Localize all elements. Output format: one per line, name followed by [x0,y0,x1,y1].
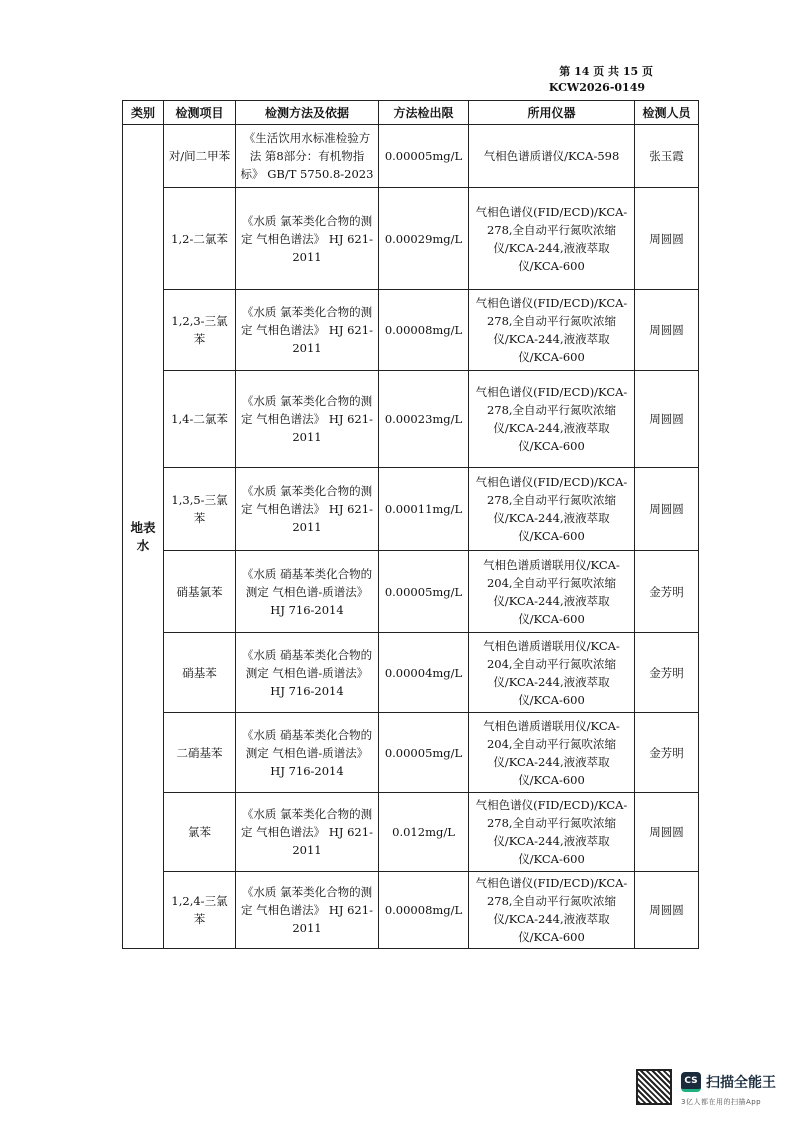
method-cell: 《水质 硝基苯类化合物的测定 气相色谱-质谱法》 HJ 716-2014 [236,633,379,713]
instrument-cell: 气相色谱仪(FID/ECD)/KCA-278,全自动平行氮吹浓缩仪/KCA-244,液液萃取仪/KCA-600 [469,793,635,872]
instrument-cell: 气相色谱质谱联用仪/KCA-204,全自动平行氮吹浓缩仪/KCA-244,液液萃取仪/KCA-600 [469,633,635,713]
category-cell: 地表水 [123,125,164,949]
report-number: KCW2026-0149 [548,81,645,94]
method-cell: 《生活饮用水标准检验方法 第8部分：有机物指标》 GB/T 5750.8-2023 [236,125,379,188]
col-header: 检测人员 [635,101,699,125]
instrument-cell: 气相色谱质谱联用仪/KCA-204,全自动平行氮吹浓缩仪/KCA-244,液液萃取仪/KCA-600 [469,713,635,793]
person-cell: 周圆圆 [635,290,699,371]
method-cell: 《水质 硝基苯类化合物的测定 气相色谱-质谱法》 HJ 716-2014 [236,713,379,793]
test-methods-table [122,100,699,949]
col-header: 检测方法及依据 [236,101,379,125]
table-row [123,793,699,872]
person-cell: 金芳明 [635,551,699,633]
limit-cell: 0.012mg/L [379,793,469,872]
method-cell: 《水质 硝基苯类化合物的测定 气相色谱-质谱法》 HJ 716-2014 [236,551,379,633]
method-cell: 《水质 氯苯类化合物的测定 气相色谱法》 HJ 621-2011 [236,371,379,468]
person-cell: 金芳明 [635,633,699,713]
limit-cell: 0.00005mg/L [379,125,469,188]
col-header: 检测项目 [164,101,236,125]
instrument-cell: 气相色谱质谱仪/KCA-598 [469,125,635,188]
limit-cell: 0.00008mg/L [379,872,469,949]
instrument-cell: 气相色谱仪(FID/ECD)/KCA-278,全自动平行氮吹浓缩仪/KCA-244,液液萃取仪/KCA-600 [469,468,635,551]
table-row [123,188,699,290]
item-cell: 二硝基苯 [164,713,236,793]
limit-cell: 0.00008mg/L [379,290,469,371]
item-cell: 1,3,5-三氯苯 [164,468,236,551]
limit-cell: 0.00005mg/L [379,713,469,793]
limit-cell: 0.00029mg/L [379,188,469,290]
instrument-cell: 气相色谱仪(FID/ECD)/KCA-278,全自动平行氮吹浓缩仪/KCA-244,液液萃取仪/KCA-600 [469,290,635,371]
table-header-row [123,101,699,125]
item-cell: 对/间二甲苯 [164,125,236,188]
table-row [123,125,699,188]
table-row [123,371,699,468]
item-cell: 氯苯 [164,793,236,872]
table-row [123,551,699,633]
table-row [123,633,699,713]
limit-cell: 0.00011mg/L [379,468,469,551]
limit-cell: 0.00005mg/L [379,551,469,633]
camscanner-tagline: 3亿人都在用的扫描App [681,1098,762,1106]
person-cell: 周圆圆 [635,371,699,468]
col-header: 所用仪器 [469,101,635,125]
item-cell: 1,2,4-三氯苯 [164,872,236,949]
person-cell: 周圆圆 [635,872,699,949]
limit-cell: 0.00023mg/L [379,371,469,468]
person-cell: 张玉霞 [635,125,699,188]
item-cell: 1,2,3-三氯苯 [164,290,236,371]
table-row [123,290,699,371]
method-cell: 《水质 氯苯类化合物的测定 气相色谱法》 HJ 621-2011 [236,793,379,872]
instrument-cell: 气相色谱仪(FID/ECD)/KCA-278,全自动平行氮吹浓缩仪/KCA-244,液液萃取仪/KCA-600 [469,872,635,949]
item-cell: 硝基苯 [164,633,236,713]
item-cell: 1,4-二氯苯 [164,371,236,468]
item-cell: 1,2-二氯苯 [164,188,236,290]
instrument-cell: 气相色谱仪(FID/ECD)/KCA-278,全自动平行氮吹浓缩仪/KCA-244,液液萃取仪/KCA-600 [469,188,635,290]
table-row [123,468,699,551]
table-row [123,713,699,793]
limit-cell: 0.00004mg/L [379,633,469,713]
method-cell: 《水质 氯苯类化合物的测定 气相色谱法》 HJ 621-2011 [236,468,379,551]
instrument-cell: 气相色谱质谱联用仪/KCA-204,全自动平行氮吹浓缩仪/KCA-244,液液萃取仪/KCA-600 [469,551,635,633]
camscanner-brand: 扫描全能王 [706,1075,776,1091]
page-info: 第 14 页 共 15 页 [559,65,653,78]
col-header: 方法检出限 [379,101,469,125]
person-cell: 周圆圆 [635,793,699,872]
table-row [123,872,699,949]
person-cell: 金芳明 [635,713,699,793]
camscanner-logo: CS [681,1072,701,1092]
qr-code [636,1069,672,1105]
method-cell: 《水质 氯苯类化合物的测定 气相色谱法》 HJ 621-2011 [236,188,379,290]
col-header: 类别 [123,101,164,125]
instrument-cell: 气相色谱仪(FID/ECD)/KCA-278,全自动平行氮吹浓缩仪/KCA-244,液液萃取仪/KCA-600 [469,371,635,468]
person-cell: 周圆圆 [635,188,699,290]
item-cell: 硝基氯苯 [164,551,236,633]
method-cell: 《水质 氯苯类化合物的测定 气相色谱法》 HJ 621-2011 [236,290,379,371]
method-cell: 《水质 氯苯类化合物的测定 气相色谱法》 HJ 621-2011 [236,872,379,949]
person-cell: 周圆圆 [635,468,699,551]
